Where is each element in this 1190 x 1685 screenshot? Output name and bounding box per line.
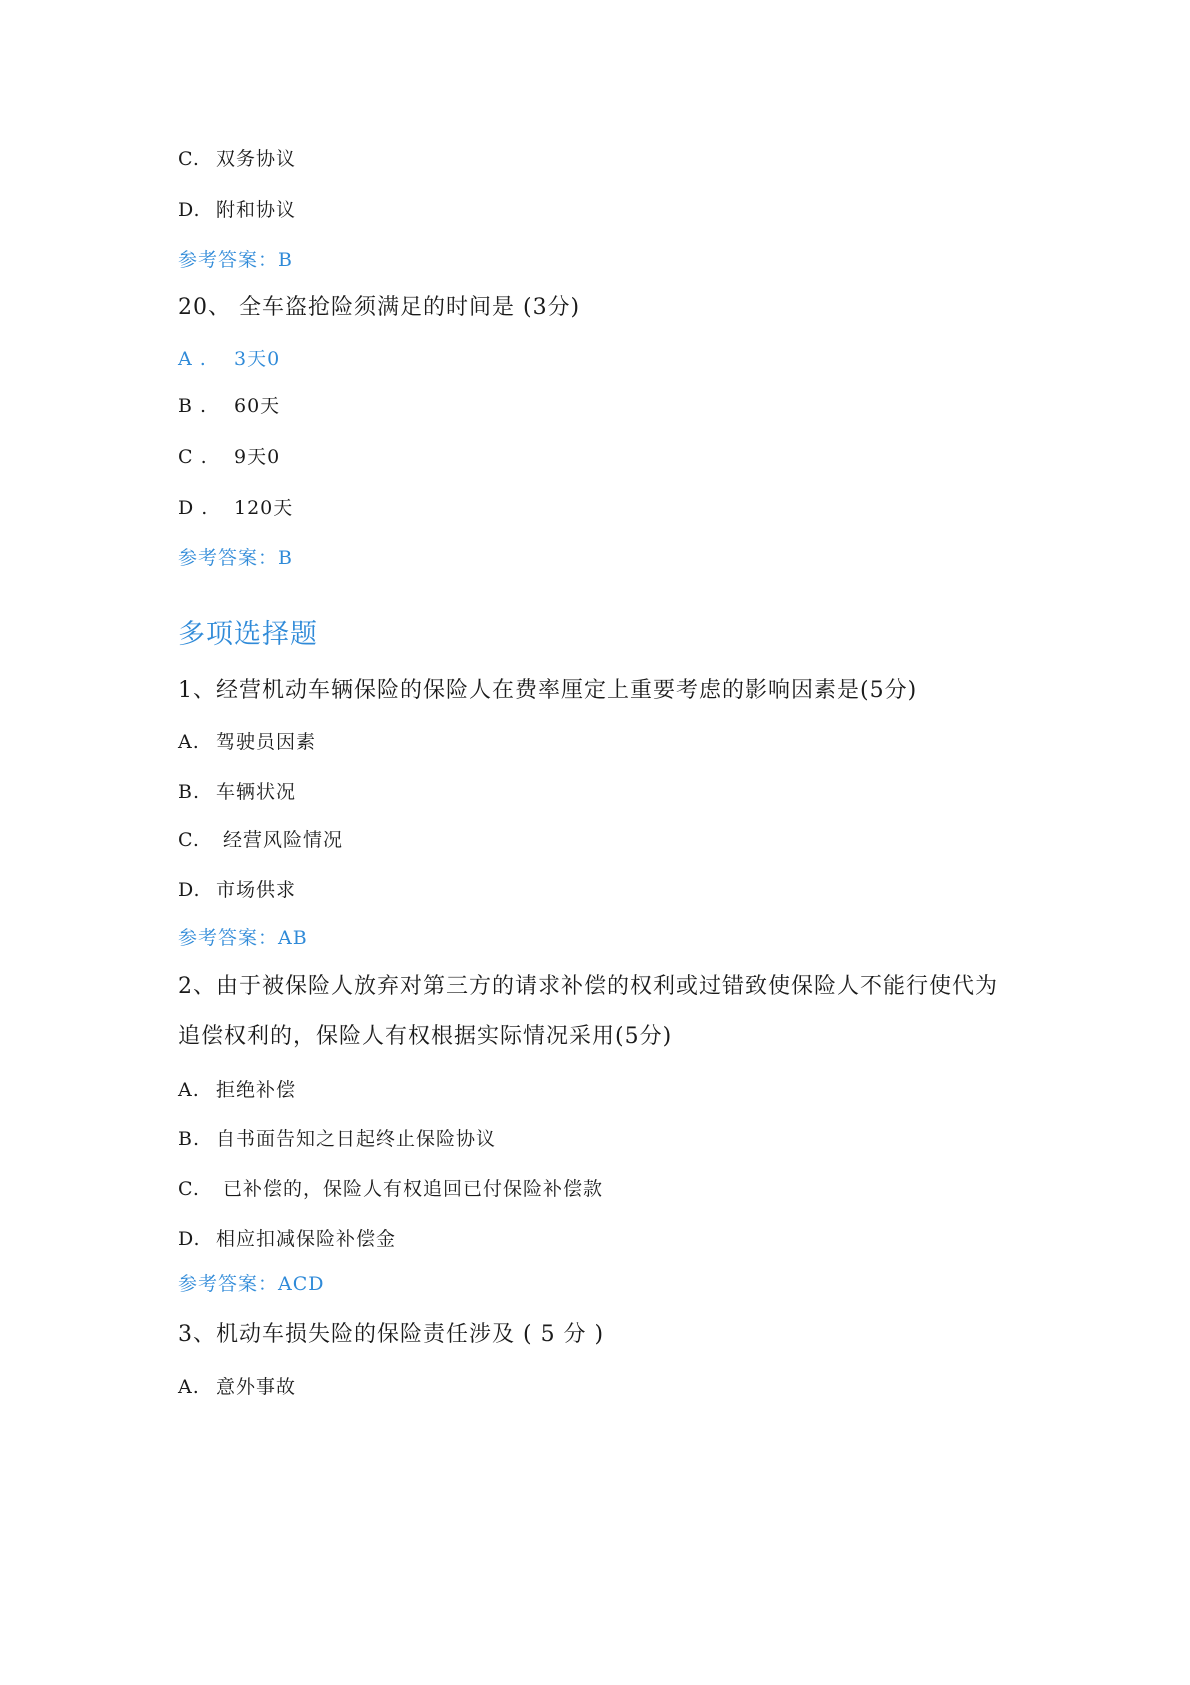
section-title: 多项选择题 <box>178 619 318 650</box>
option-c <box>178 1180 603 1199</box>
option-a <box>178 350 280 369</box>
option-d <box>178 201 296 220</box>
answer-text: 参考答案：ACD <box>178 1273 325 1295</box>
question-title: 3、机动车损失险的保险责任涉及 ( 5 分 ) <box>178 1322 605 1347</box>
option-c <box>178 448 280 467</box>
option-text: 自书面告知之日起终止保险协议 <box>216 1128 497 1150</box>
question-title: 1、经营机动车辆保险的保险人在费率厘定上重要考虑的影响因素是(5分) <box>178 678 918 703</box>
option-text: 120天 <box>234 497 294 519</box>
option-key: C. <box>178 148 200 170</box>
option-text: 9天0 <box>234 446 281 468</box>
option-key: C . <box>178 446 208 468</box>
answer-text: 参考答案：AB <box>178 927 308 949</box>
option-key: A. <box>178 1376 200 1398</box>
option-key: D . <box>178 497 209 519</box>
option-text: 附和协议 <box>216 199 297 221</box>
option-key: D. <box>178 1228 201 1250</box>
option-a <box>178 1378 296 1397</box>
option-text: 相应扣减保险补偿金 <box>216 1228 397 1250</box>
option-text: 60天 <box>234 395 281 417</box>
option-d <box>178 881 296 900</box>
option-text: 已补偿的，保险人有权追回已付保险补偿款 <box>216 1178 604 1200</box>
option-c <box>178 150 296 169</box>
option-c <box>178 831 343 850</box>
option-d <box>178 1230 396 1249</box>
option-key: C. <box>178 829 200 851</box>
option-text: 3天0 <box>234 348 281 370</box>
option-text: 车辆状况 <box>216 781 297 803</box>
option-a <box>178 733 316 752</box>
option-key: A . <box>178 348 207 370</box>
option-text: 双务协议 <box>216 148 297 170</box>
option-text: 意外事故 <box>216 1376 297 1398</box>
question-title-line2: 追偿权利的，保险人有权根据实际情况采用(5分) <box>178 1024 673 1049</box>
option-a <box>178 1081 296 1100</box>
option-key: B. <box>178 781 201 803</box>
question-title: 20、 全车盗抢险须满足的时间是 (3分) <box>178 295 581 320</box>
option-d <box>178 499 293 518</box>
option-key: A. <box>178 1079 200 1101</box>
option-key: C. <box>178 1178 200 1200</box>
option-b <box>178 783 296 802</box>
option-text: 市场供求 <box>216 879 297 901</box>
option-b <box>178 1130 496 1149</box>
answer-text: 参考答案：B <box>178 249 293 271</box>
option-b <box>178 397 280 416</box>
option-key: D. <box>178 879 201 901</box>
answer-text: 参考答案：B <box>178 547 293 569</box>
option-key: B. <box>178 1128 201 1150</box>
option-text: 经营风险情况 <box>216 829 344 851</box>
option-text: 驾驶员因素 <box>216 731 317 753</box>
question-title-line1: 2、由于被保险人放弃对第三方的请求补偿的权利或过错致使保险人不能行使代为 <box>178 974 998 999</box>
option-key: A. <box>178 731 200 753</box>
option-key: D. <box>178 199 201 221</box>
option-key: B . <box>178 395 208 417</box>
option-text: 拒绝补偿 <box>216 1079 297 1101</box>
